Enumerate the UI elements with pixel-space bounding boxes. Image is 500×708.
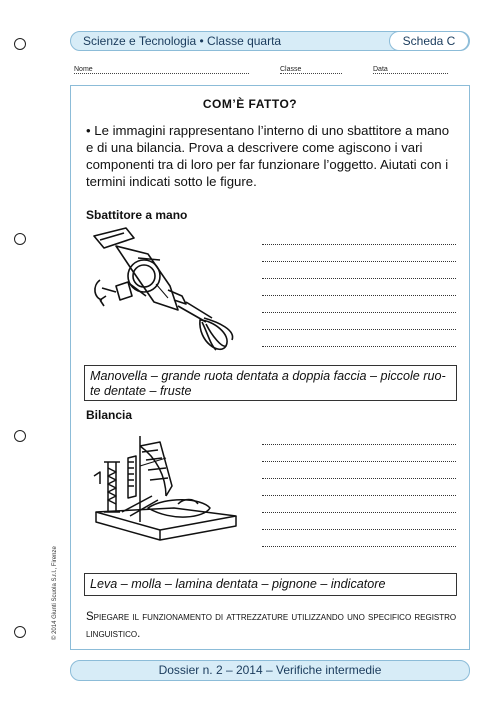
terms-box-scale: Leva – molla – lamina dentata – pignone – indicatore — [84, 573, 457, 596]
section-heading-scale: Bilancia — [86, 408, 133, 422]
scale-illustration — [86, 426, 254, 560]
binder-hole — [14, 38, 26, 50]
answer-lines-scale[interactable] — [262, 428, 456, 547]
worksheet-tag: Scheda C — [389, 31, 469, 51]
date-label: Data — [373, 66, 388, 73]
header-bar — [70, 31, 470, 51]
hand-mixer-illustration — [86, 226, 254, 358]
copyright-note: © 2014 Giunti Scuola S.r.l., Firenze — [52, 546, 58, 640]
class-field[interactable] — [280, 66, 342, 74]
intro-text: • Le immagini rappresentano l’interno di uno sbattitore a mano e di una bilancia. Prova a descrivere come agiscono i vari componenti tra di loro per far funzionare l’oggetto. Aiutati con i termini indicati sotto le figure. — [86, 123, 450, 189]
page-title: COM’È FATTO? — [202, 97, 298, 111]
binder-hole — [14, 626, 26, 638]
subject-label: Scienze e Tecnologia • Classe quarta — [83, 34, 282, 48]
class-label: Classe — [280, 66, 302, 73]
date-field[interactable] — [373, 66, 448, 74]
footer-bar: Dossier n. 2 – 2014 – Verifiche intermedie — [70, 660, 470, 681]
terms-box-mixer: Manovella – grande ruota dentata a doppia faccia – piccole ruo-te dentate – fruste — [84, 365, 457, 401]
binder-hole — [14, 430, 26, 442]
section-heading-mixer: Sbattitore a mano — [86, 208, 188, 222]
name-label: Nome — [74, 66, 93, 73]
name-field[interactable] — [74, 66, 249, 74]
binder-hole — [14, 233, 26, 245]
task-objective: Spiegare il funzionamento di attrezzature utilizzando uno specifico registro linguistico. — [86, 611, 457, 640]
answer-lines-mixer[interactable] — [262, 228, 456, 347]
